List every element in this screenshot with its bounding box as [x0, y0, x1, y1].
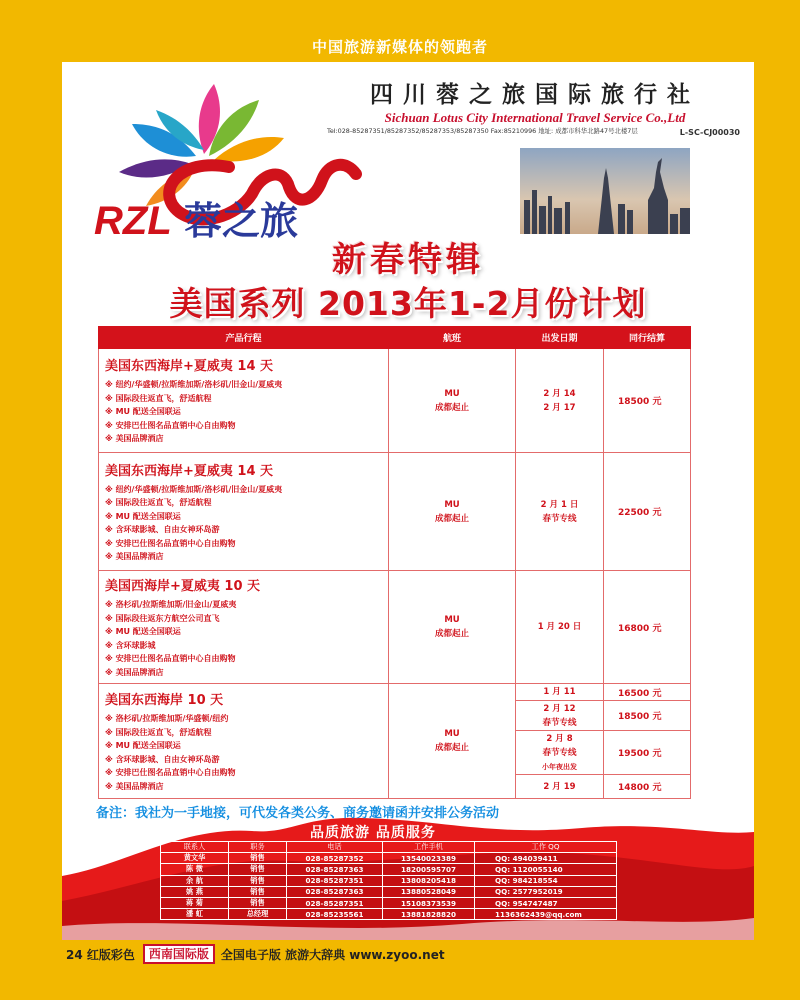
staff-title: 销售 [229, 886, 287, 897]
product-title: 美国东西海岸+夏威夷 14 天 [105, 463, 274, 479]
staff-qq: QQ: 494039411 [475, 853, 617, 864]
table-row [161, 897, 617, 908]
header-price: 同行结算 [604, 327, 691, 349]
staff-name: 陈 微 [161, 864, 229, 875]
departure-cell [516, 571, 604, 684]
product-item: ※ 美国品牌酒店 [105, 780, 382, 794]
departure-date: 1 月 20 日 [537, 622, 582, 632]
header-flight: 航班 [389, 327, 516, 349]
statue-of-liberty-photo [520, 148, 690, 234]
product-cell [99, 571, 389, 684]
product-item: ※ 安排巴仕图名品直销中心自由购物 [105, 766, 382, 780]
departure-cell [516, 349, 604, 453]
plan-title: 美国系列 2013年1-2月份计划 [169, 284, 647, 323]
price-cell: 19500 元 [604, 731, 691, 775]
table-row [161, 886, 617, 897]
flight-route: 成都起止 [434, 629, 469, 639]
staff-name: 余 航 [161, 875, 229, 886]
product-item: ※ 含环球影城、自由女神环岛游 [105, 753, 382, 767]
product-item: ※ 洛杉矶/拉斯维加斯/华盛顿/纽约 [105, 712, 382, 726]
staff-title: 销售 [229, 897, 287, 908]
license-number: L-SC-CJ00030 [679, 128, 740, 137]
product-title: 美国东西海岸+夏威夷 14 天 [105, 359, 274, 375]
staff-mobile: 13881828820 [383, 909, 475, 920]
departure-cell [516, 453, 604, 571]
departure-note: 春节专线 [542, 717, 577, 728]
product-item: ※ 纽约/华盛顿/拉斯维加斯/洛杉矶/旧金山/夏威夷 [105, 378, 382, 392]
product-item: ※ MU 配送全国联运 [105, 510, 382, 524]
footer-website: 全国电子版 旅游大辞典 www.zyoo.net [220, 947, 445, 962]
staff-qq: QQ: 984218554 [475, 875, 617, 886]
flight-route: 成都起止 [434, 743, 469, 753]
quality-slogan: 品质旅游 品质服务 [310, 825, 436, 841]
flight-route: 成都起止 [434, 513, 469, 524]
departure-note: 春节专线 [542, 513, 577, 524]
staff-header-name: 联系人 [161, 842, 229, 853]
staff-mobile: 15108373539 [383, 897, 475, 908]
table-row [99, 684, 691, 701]
staff-phone: 028-85287351 [287, 875, 383, 886]
staff-mobile: 13880528049 [383, 886, 475, 897]
table-row [161, 875, 617, 886]
header-departure: 出发日期 [516, 327, 604, 349]
departure-date: 2 月 1 日 [540, 499, 579, 510]
product-item: ※ 国际段往返直飞，舒适航程 [105, 726, 382, 740]
staff-header-qq: 工作 QQ [475, 842, 617, 853]
staff-header-phone: 电话 [287, 842, 383, 853]
product-item: ※ 含环球影城 [105, 639, 382, 653]
departure-date: 2 月 17 [543, 402, 576, 413]
remark-note: 备注：我社为一手地接，可代发各类公务、商务邀请函并安排公务活动 [96, 806, 500, 821]
product-item: ※ 洛杉矶/拉斯维加斯/旧金山/夏威夷 [105, 598, 382, 612]
departure-date: 2 月 12 [543, 703, 576, 714]
staff-header-mobile: 工作手机 [383, 842, 475, 853]
product-cell [99, 684, 389, 799]
staff-contact-table [160, 841, 617, 920]
product-item: ※ MU 配送全国联运 [105, 625, 382, 639]
product-item: ※ MU 配送全国联运 [105, 405, 382, 419]
product-item: ※ 安排巴仕图名品直销中心自由购物 [105, 652, 382, 666]
staff-name: 黄文华 [161, 853, 229, 864]
header-product: 产品行程 [99, 327, 389, 349]
product-cell [99, 453, 389, 571]
flight-route: 成都起止 [434, 402, 469, 413]
company-name-en: Sichuan Lotus City International Travel Service Co.,Ltd [384, 110, 686, 125]
staff-phone: 028-85287363 [287, 886, 383, 897]
logo-brand-latin: RZL [94, 199, 172, 242]
staff-title: 总经理 [229, 909, 287, 920]
logo-brand-cn: 蓉之旅 [184, 199, 299, 242]
staff-phone: 028-85235561 [287, 909, 383, 920]
staff-phone: 028-85287351 [287, 897, 383, 908]
staff-phone: 028-85287352 [287, 853, 383, 864]
company-name-cn: 四川蓉之旅国际旅行社 [370, 81, 700, 108]
price-cell: 14800 元 [604, 775, 691, 799]
flight-code: MU [444, 729, 460, 739]
departure-cell [516, 731, 604, 775]
page-footer [66, 944, 445, 964]
product-item: ※ 安排巴仕图名品直销中心自由购物 [105, 537, 382, 551]
staff-mobile: 13808205418 [383, 875, 475, 886]
product-item: ※ 美国品牌酒店 [105, 666, 382, 680]
staff-name: 蒋 菊 [161, 897, 229, 908]
departure-date: 2 月 8 [546, 733, 573, 744]
table-row [99, 349, 691, 453]
departure-date: 2 月 19 [543, 781, 576, 792]
product-title: 美国东西海岸 10 天 [105, 693, 224, 708]
product-item: ※ 纽约/华盛顿/拉斯维加斯/洛杉矶/旧金山/夏威夷 [105, 483, 382, 497]
top-slogan: 中国旅游新媒体的领跑者 [311, 38, 488, 56]
staff-name: 潘 虹 [161, 909, 229, 920]
product-item: ※ 国际段往返东方航空公司直飞 [105, 612, 382, 626]
price-cell: 18500 元 [604, 349, 691, 453]
flight-code: MU [444, 615, 460, 625]
footer-page-number: 24 红版彩色 [66, 947, 135, 962]
staff-name: 姚 燕 [161, 886, 229, 897]
product-item: ※ 国际段往返直飞，舒适航程 [105, 392, 382, 406]
product-title: 美国西海岸+夏威夷 10 天 [105, 579, 261, 594]
staff-title: 销售 [229, 864, 287, 875]
staff-title: 销售 [229, 875, 287, 886]
product-item: ※ 安排巴仕图名品直销中心自由购物 [105, 419, 382, 433]
table-row [99, 453, 691, 571]
advertisement-page [62, 62, 754, 940]
product-item: ※ 美国品牌酒店 [105, 550, 382, 564]
flight-code: MU [444, 388, 460, 399]
table-row [161, 853, 617, 864]
staff-header-title: 职务 [229, 842, 287, 853]
staff-qq: QQ: 2577952019 [475, 886, 617, 897]
departure-note: 春节专线 [542, 747, 577, 758]
price-cell: 16500 元 [604, 684, 691, 701]
departure-note: 小年夜出发 [542, 762, 577, 771]
price-cell: 22500 元 [604, 453, 691, 571]
flight-cell [389, 349, 516, 453]
flight-cell [389, 453, 516, 571]
flight-code: MU [444, 499, 460, 510]
staff-qq: 1136362439@qq.com [475, 909, 617, 920]
product-item: ※ 美国品牌酒店 [105, 432, 382, 446]
product-item: ※ 国际段往返直飞，舒适航程 [105, 496, 382, 510]
staff-phone: 028-85287363 [287, 864, 383, 875]
staff-qq: QQ: 1120055140 [475, 864, 617, 875]
product-item: ※ MU 配送全国联运 [105, 739, 382, 753]
departure-cell [516, 775, 604, 799]
product-item: ※ 含环球影城、自由女神环岛游 [105, 523, 382, 537]
departure-date: 2 月 14 [543, 388, 576, 399]
price-cell: 18500 元 [604, 701, 691, 731]
table-row [161, 909, 617, 920]
departure-date: 1 月 11 [543, 687, 576, 697]
departure-cell [516, 684, 604, 701]
staff-title: 销售 [229, 853, 287, 864]
staff-mobile: 18200595707 [383, 864, 475, 875]
staff-qq: QQ: 954747487 [475, 897, 617, 908]
special-edition-title: 新春特辑 [332, 240, 484, 280]
flight-cell [389, 571, 516, 684]
footer-edition: 西南国际版 [143, 944, 215, 964]
company-contact: Tel:028-85287351/85287352/85287353/85287350 Fax:85210996 地址: 成都市科华北路47号北楼7层 [327, 127, 638, 135]
staff-mobile: 13540023389 [383, 853, 475, 864]
table-row [161, 864, 617, 875]
table-row [99, 571, 691, 684]
price-cell: 16800 元 [604, 571, 691, 684]
departure-cell [516, 701, 604, 731]
product-cell [99, 349, 389, 453]
flight-cell [389, 684, 516, 799]
itinerary-table [98, 326, 691, 799]
